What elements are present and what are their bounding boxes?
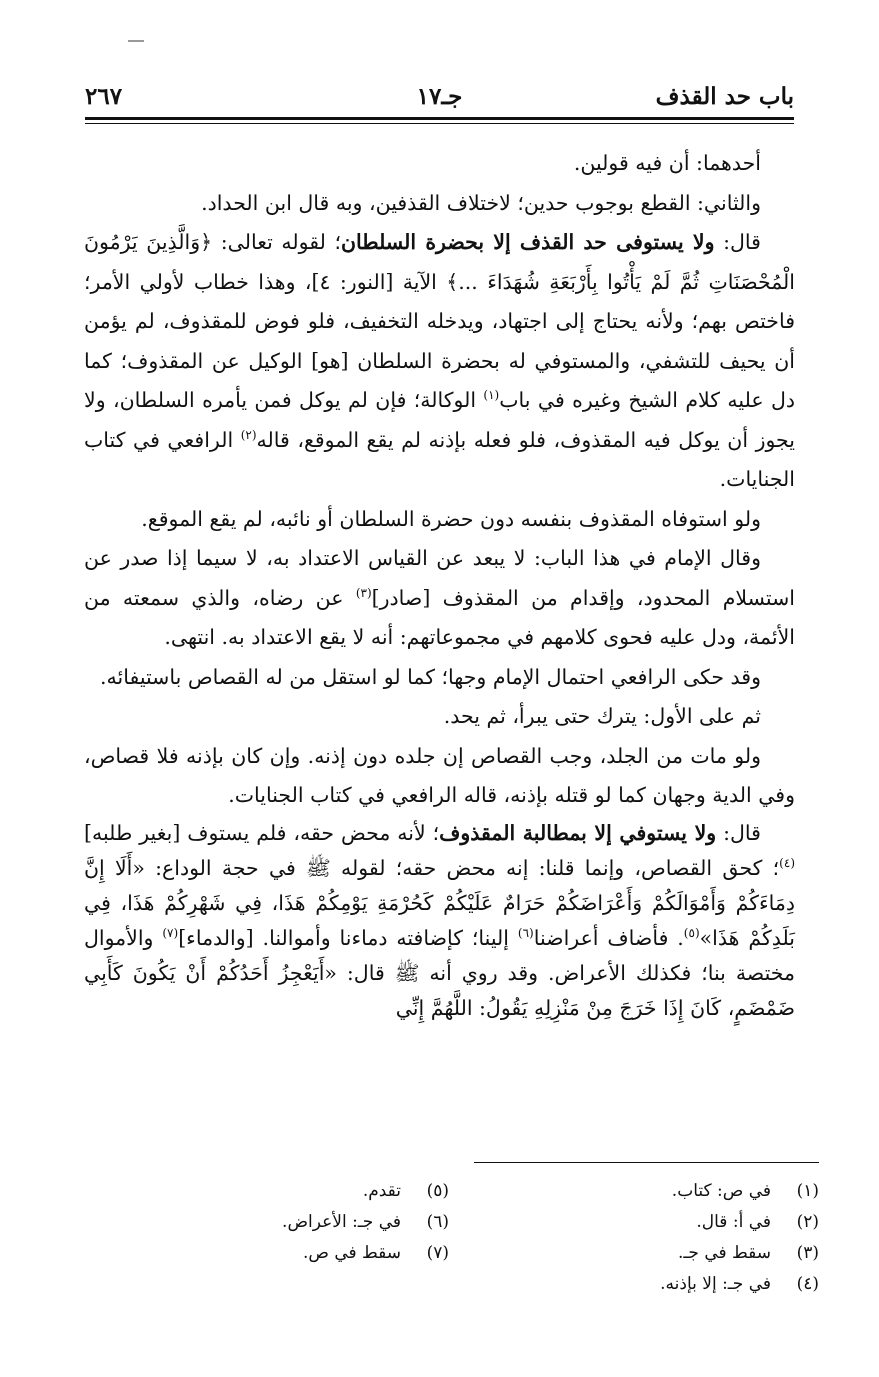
bold-matn-text: ولا يستوفي إلا بمطالبة المقذوف — [439, 820, 717, 845]
text-run: إلينا؛ كإضافته دماءنا وأموالنا. [والدماء] — [178, 925, 518, 950]
footnotes-left-column — [109, 1176, 449, 1269]
footnote-number: (٧) — [426, 1243, 449, 1263]
footnote-text: تقدم. — [362, 1181, 401, 1201]
footnote-text: في ص: كتاب. — [671, 1181, 771, 1201]
footnote — [479, 1238, 819, 1269]
footnote — [109, 1176, 449, 1207]
paragraph: ولو استوفاه المقذوف بنفسه دون حضرة السلطان أو نائبه، لم يقع الموقع. — [141, 506, 761, 531]
text-run: . فأضاف أعراضنا — [533, 925, 684, 950]
footnote-number: (٦) — [426, 1212, 449, 1232]
footnote-separator — [474, 1162, 819, 1163]
footnote-text: في أ: قال. — [696, 1212, 771, 1232]
footnote-marker: (٦) — [517, 925, 534, 940]
paragraph: والثاني: القطع بوجوب حدين؛ لاختلاف القذفين، وبه قال ابن الحداد. — [201, 190, 761, 215]
footnote-number: (١) — [796, 1181, 819, 1201]
running-header — [85, 78, 794, 114]
footnote-marker: (٢) — [240, 427, 257, 442]
footnote — [479, 1269, 819, 1300]
scan-speck — [128, 40, 144, 42]
footnote-number: (٥) — [426, 1181, 449, 1201]
footnote-number: (٣) — [796, 1243, 819, 1263]
footnote-number: (٤) — [796, 1274, 819, 1294]
paragraph — [84, 539, 795, 658]
footnote-marker: (٣) — [355, 585, 372, 600]
footnote — [109, 1207, 449, 1238]
paragraph: أحدهما: أن فيه قولين. — [573, 151, 761, 175]
page-number: ٢٦٧ — [85, 82, 123, 110]
text-run: ؛ كحق القصاص، وإنما قلنا: إنه محض حقه؛ لقوله ﷺ في حجة الوداع: «أَلَا إِنَّ دِمَاءَكُمْ وَأَمْوَالَكُمْ وَأَعْرَاضَكُمْ حَرَامٌ عَلَيْكُمْ كَحُرْمَةِ يَوْمِكُمْ هَذَا، فِي شَهْرِكُمْ هَذَا، فِي بَلَدِكُمْ هَذَا» — [84, 855, 795, 950]
volume-label: جـ١٧ — [416, 82, 463, 110]
footnote — [479, 1207, 819, 1238]
footnote-text: سقط في ص. — [302, 1243, 401, 1263]
main-text — [84, 144, 795, 1026]
footnotes-right-column — [479, 1176, 819, 1300]
footnote-text: في جـ: الأعراض. — [282, 1212, 401, 1232]
footnote-marker: (٤) — [779, 855, 795, 870]
footnote-marker: (١) — [483, 388, 500, 403]
header-rule-thick — [85, 117, 794, 120]
text-run: قال: — [716, 820, 761, 845]
footnote-marker: (٧) — [162, 925, 179, 940]
text-run: والأموال مختصة بنا؛ فكذلك الأعراض. وقد روي أنه ﷺ قال: «أَيَعْجِزُ أَحَدُكُمْ أَنْ يَكُونَ كَأَبِي ضَمْضَمٍ، كَانَ إِذَا خَرَجَ مِنْ مَنْزِلِهِ يَقُولُ: اللَّهُمَّ إِنِّي — [84, 925, 795, 1020]
footnote-marker: (٥) — [683, 925, 700, 940]
text-run: عن رضاه، والذي سمعته من الأئمة، ودل عليه فحوى كلامهم في مجموعاتهم: أنه لا يقع الاعتداد به. انتهى. — [84, 585, 795, 649]
text-run: الوكالة؛ فإن لم يوكل فمن يأمره السلطان، ولا يجوز أن يوكل فيه المقذوف، فلو فعله بإذنه لم يقع الموقع، قاله — [84, 388, 795, 452]
text-run: ؛ لأنه محض حقه، فلم يستوف [بغير طلبه] — [84, 820, 440, 845]
text-run: الرافعي في كتاب الجنايات. — [84, 427, 795, 491]
footnote-text: سقط في جـ. — [678, 1243, 771, 1263]
paragraph — [84, 816, 795, 1026]
paragraph: وقد حكى الرافعي احتمال الإمام وجها؛ كما لو استقل من له القصاص باستيفائه. — [99, 664, 761, 689]
footnote — [109, 1238, 449, 1269]
text-run: وقال الإمام في هذا الباب: لا يبعد عن القياس الاعتداد به، لا سيما إذا صدر عن استسلام المحدود، وإقدام من المقذوف [صادر] — [84, 546, 795, 610]
text-run: ؛ لقوله تعالى: ﴿وَالَّذِينَ يَرْمُونَ الْمُحْصَنَاتِ ثُمَّ لَمْ يَأْتُوا بِأَرْبَعَةِ شُهَدَاءَ ...﴾ الآية [النور: ٤]، وهذا خطاب لأولي الأمر؛ فاختص بهم؛ ولأنه يحتاج إلى اجتهاد، ويدخله التخفيف، فلو فوض للمقذوف، لم يؤمن أن يحيف للتشفي، والمستوفي له بحضرة السلطان [هو] الوكيل عن المقذوف؛ كما دل عليه كلام الشيخ وغيره في باب — [84, 230, 795, 412]
header-rule-thin — [85, 123, 794, 124]
footnote-number: (٢) — [796, 1212, 819, 1232]
chapter-title: باب حد القذف — [655, 82, 794, 110]
paragraph — [84, 223, 795, 500]
paragraph: ولو مات من الجلد، وجب القصاص إن جلده دون إذنه. وإن كان بإذنه فلا قصاص، وفي الدية وجهان كما لو قتله بإذنه، قاله الرافعي في كتاب الجنايات. — [84, 743, 795, 807]
footnote — [479, 1176, 819, 1207]
bold-matn-text: ولا يستوفى حد القذف إلا بحضرة السلطان — [340, 230, 715, 254]
paragraph: ثم على الأول: يترك حتى يبرأ، ثم يحد. — [443, 704, 761, 728]
text-run: قال: — [714, 230, 761, 254]
footnote-text: في جـ: إلا بإذنه. — [660, 1274, 771, 1294]
